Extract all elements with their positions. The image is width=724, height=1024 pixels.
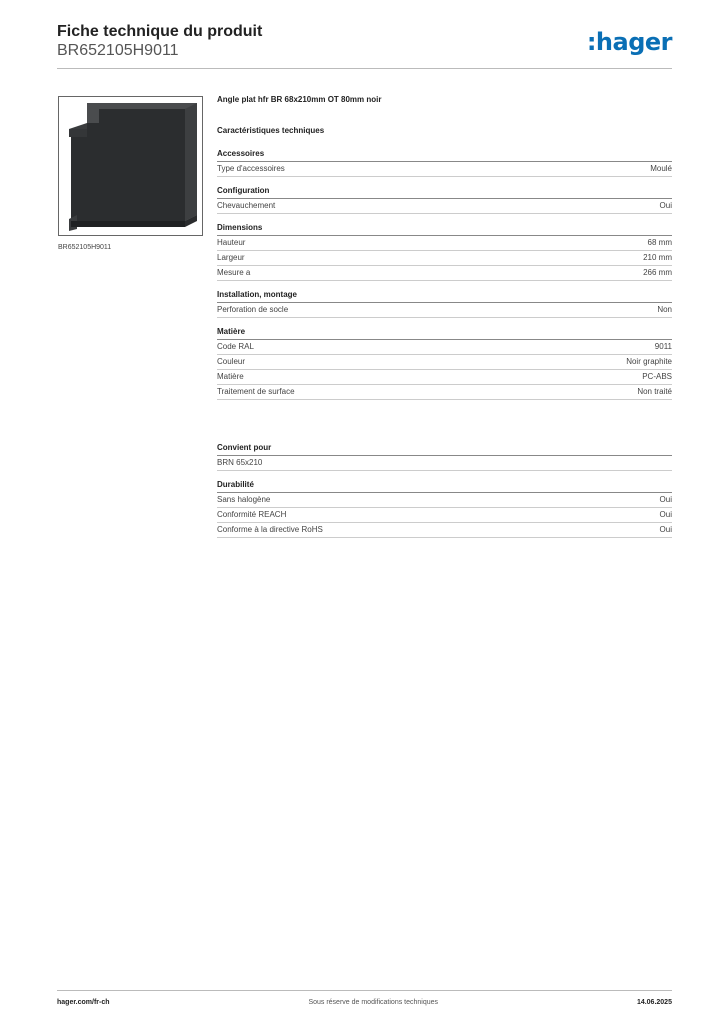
spec-value: PC-ABS — [642, 372, 672, 381]
spec-label: BRN 65x210 — [217, 458, 263, 467]
spec-value: Oui — [659, 525, 672, 534]
spec-label: Code RAL — [217, 342, 254, 351]
spec-label: Sans halogène — [217, 495, 271, 504]
tech-title: Caractéristiques techniques — [217, 126, 325, 135]
spec-label: Chevauchement — [217, 201, 276, 210]
section-durabilite — [217, 480, 672, 538]
footer-website-link[interactable]: hager.com/fr-ch — [57, 999, 110, 1006]
spec-row — [217, 162, 672, 177]
spec-label: Perforation de socle — [217, 305, 289, 314]
spec-row — [217, 493, 672, 508]
spec-value: 9011 — [654, 342, 672, 351]
spec-row — [217, 508, 672, 523]
image-caption: BR652105H9011 — [58, 244, 112, 251]
spec-row — [217, 523, 672, 538]
spec-value: Noir graphite — [626, 357, 672, 366]
spec-value: Moulé — [650, 164, 672, 173]
spec-label: Largeur — [217, 253, 245, 262]
spec-row — [217, 303, 672, 318]
flat-angle-illustration — [59, 97, 202, 235]
spec-value: 68 mm — [647, 238, 672, 247]
spec-row — [217, 355, 672, 370]
spec-label: Type d'accessoires — [217, 164, 285, 173]
spec-row — [217, 340, 672, 355]
spec-row — [217, 236, 672, 251]
section-configuration — [217, 186, 672, 214]
section-convient-pour — [217, 443, 672, 471]
section-title: Configuration — [217, 186, 672, 199]
spec-label: Matière — [217, 372, 244, 381]
spec-label: Couleur — [217, 357, 246, 366]
spec-value: Non traité — [637, 387, 672, 396]
hager-logo: :hager — [586, 28, 672, 56]
specs-panel — [217, 95, 672, 538]
spec-row — [217, 370, 672, 385]
product-code: BR652105H9011 — [57, 42, 179, 59]
spec-row — [217, 385, 672, 400]
spec-value: Non — [657, 305, 672, 314]
product-name: Angle plat hfr BR 68x210mm OT 80mm noir — [217, 95, 382, 104]
footer-date: 14.06.2025 — [636, 999, 672, 1006]
spec-value: Oui — [659, 201, 672, 210]
spec-value: Oui — [659, 495, 672, 504]
section-dimensions — [217, 223, 672, 281]
section-title: Convient pour — [217, 443, 672, 456]
section-title: Installation, montage — [217, 290, 672, 303]
spec-row — [217, 199, 672, 214]
page-footer — [57, 990, 672, 1006]
spec-label: Conformité REACH — [217, 510, 287, 519]
header-divider — [57, 68, 672, 69]
spec-value: 210 mm — [643, 253, 672, 262]
section-title: Dimensions — [217, 223, 672, 236]
section-matiere — [217, 327, 672, 400]
page-title: Fiche technique du produit — [57, 23, 263, 40]
spec-label: Mesure a — [217, 268, 251, 277]
spec-value: Oui — [659, 510, 672, 519]
spec-label: Traitement de surface — [217, 387, 295, 396]
section-title: Durabilité — [217, 480, 672, 493]
page-header — [57, 22, 672, 70]
spec-row — [217, 251, 672, 266]
spec-label: Hauteur — [217, 238, 246, 247]
product-image — [58, 96, 203, 236]
section-title: Accessoires — [217, 149, 672, 162]
spec-value: 266 mm — [643, 268, 672, 277]
spec-row — [217, 266, 672, 281]
spec-row — [217, 456, 672, 471]
spec-label: Conforme à la directive RoHS — [217, 525, 323, 534]
section-gap — [217, 400, 672, 434]
section-accessoires — [217, 149, 672, 177]
section-title: Matière — [217, 327, 672, 340]
section-installation — [217, 290, 672, 318]
footer-disclaimer: Sous réserve de modifications techniques — [308, 999, 439, 1006]
